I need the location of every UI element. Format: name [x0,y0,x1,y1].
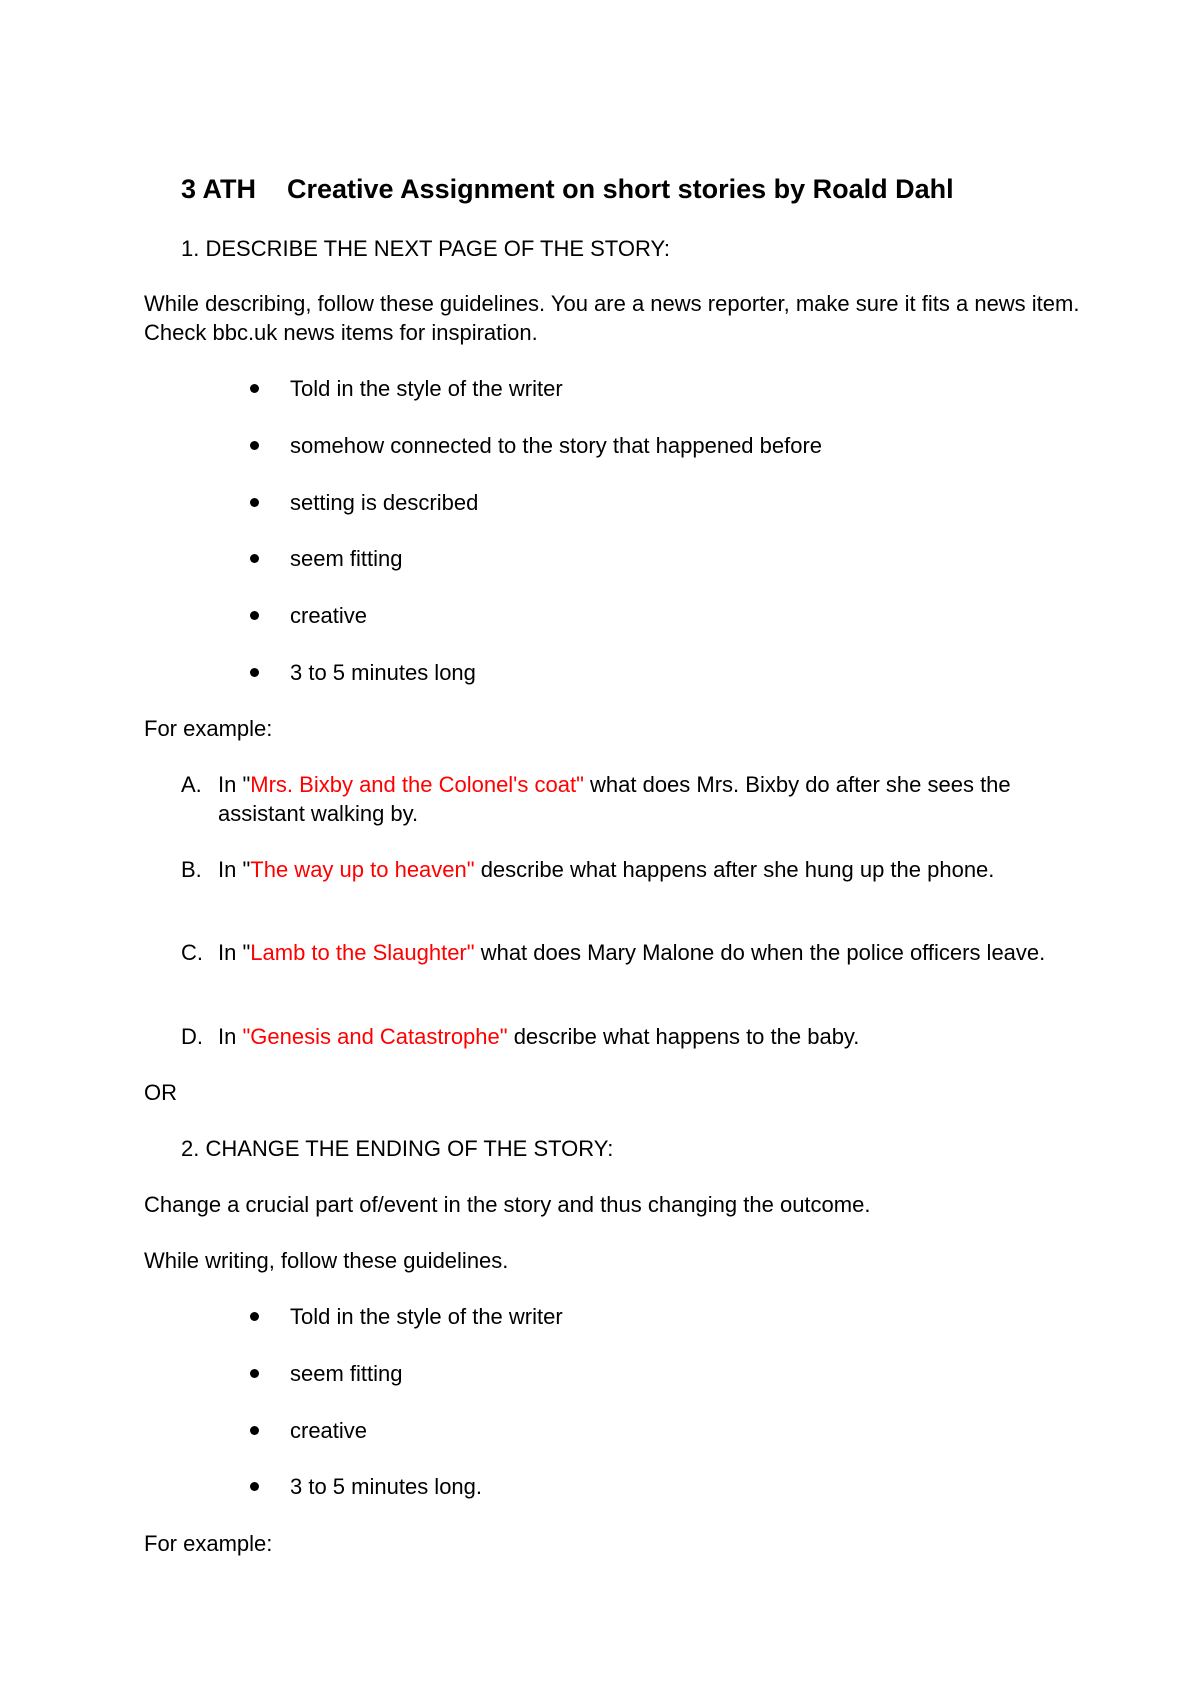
bullet-icon [250,1426,259,1435]
bullet-icon [250,1482,259,1491]
bullet-icon [250,611,259,620]
story-title: Mrs. Bixby and the Colonel's coat" [250,772,584,797]
section2-guidelines-intro: While writing, follow these guidelines. [144,1248,509,1273]
example-label: For example: [144,716,273,741]
bullet-icon [250,554,259,563]
bullet-icon [250,1312,259,1321]
section1-heading: 1. DESCRIBE THE NEXT PAGE OF THE STORY: [181,236,671,261]
example-item: C. In "Lamb to the Slaughter" what does Mary Malone do when the police officers leave. [181,940,1046,965]
class-code: 3 ATH [181,174,257,204]
example-item: A. In "Mrs. Bixby and the Colonel's coat" what does Mrs. Bixby do after she sees the assistant walking by. [181,772,1011,826]
example-item: D. In "Genesis and Catastrophe" describe what happens to the baby. [181,1024,860,1049]
bullet-icon [250,1369,259,1378]
bullet-icon [250,441,259,450]
assignment-title: Creative Assignment on short stories by Roald Dahl [287,174,954,204]
example-label: For example: [144,1531,273,1556]
story-title: The way up to heaven" [250,857,475,882]
bullet-icon [250,668,259,677]
bullet-icon [250,384,259,393]
section2-heading: 2. CHANGE THE ENDING OF THE STORY: [181,1136,614,1161]
or-divider-text: OR [144,1080,177,1105]
section1-intro: While describing, follow these guidelines. You are a news reporter, make sure it fits a news item. Check bbc.uk news items for inspiration. [144,291,1080,345]
page-title [181,172,954,206]
bullet-icon [250,498,259,507]
document-page: 3 ATH Creative Assignment on short stories by Roald Dahl 1. DESCRIBE THE NEXT PAGE OF THE STORY: While describing, follow these guidelines. You are a news reporter, make sure it fits a news item. Check bbc.uk news items for inspiration. Told in the style of the writer somehow connected to the story that happened before setting is described seem fitting creative 3 to 5 minutes long For example: A. In "Mrs. Bixby and the Colonel's coat" what does Mrs. Bixby do after she sees the assistant walking by. B. In "The way up to heaven" describe what happens after she hung up the phone. C. In "Lamb to the Slaughter" what does Mary Malone do when the police officers leave. D. In "Genesis and Catastrophe" describe what happens to the baby. OR 2. CHANGE THE ENDING OF THE STORY: Change a crucial part of/event in the story and thus changing the outcome. While writing, follow these guidelines. Told in the style of the writer seem fitting creative 3 to 5 minutes long. For example: [0,0,1200,1698]
example-item: B. In "The way up to heaven" describe what happens after she hung up the phone. [181,857,995,882]
story-title: Lamb to the Slaughter" [250,940,475,965]
section2-intro: Change a crucial part of/event in the story and thus changing the outcome. [144,1192,871,1217]
story-title: "Genesis and Catastrophe" [242,1024,508,1049]
